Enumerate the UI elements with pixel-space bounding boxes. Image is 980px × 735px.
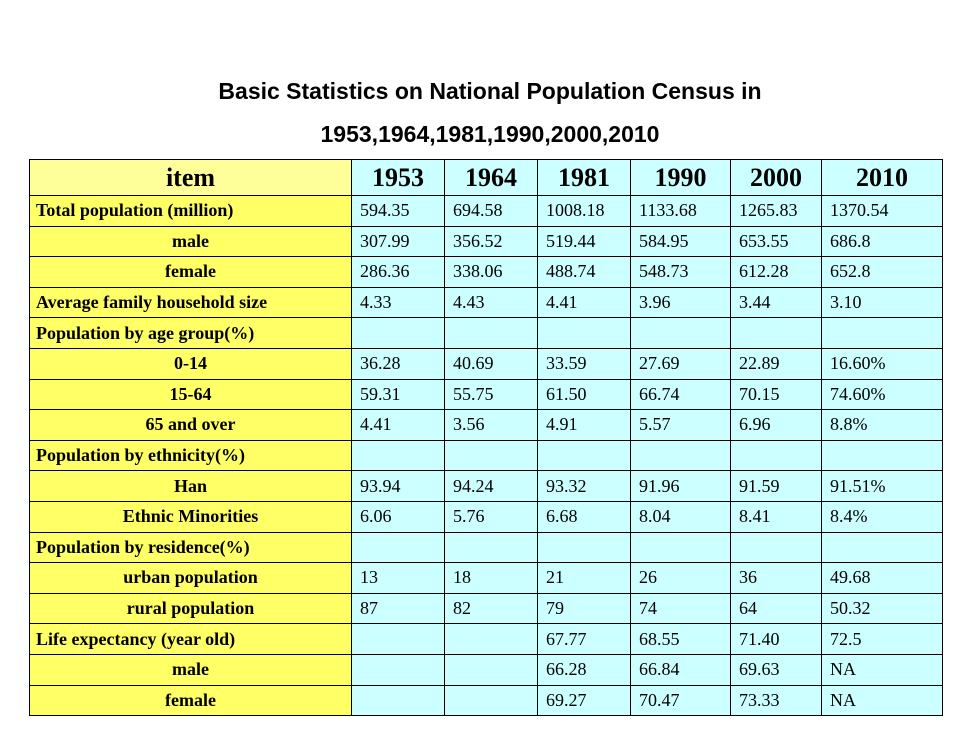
value-cell bbox=[445, 532, 538, 563]
value-cell bbox=[352, 654, 445, 685]
row-label: urban population bbox=[30, 563, 352, 594]
value-cell: 286.36 bbox=[352, 257, 445, 288]
value-cell: 91.59 bbox=[731, 471, 822, 502]
value-cell: 91.51% bbox=[822, 471, 943, 502]
value-cell: 5.57 bbox=[631, 410, 731, 441]
value-cell bbox=[538, 532, 631, 563]
row-label: rural population bbox=[30, 593, 352, 624]
value-cell bbox=[731, 440, 822, 471]
value-cell: 8.4% bbox=[822, 501, 943, 532]
table-row bbox=[30, 532, 943, 563]
table-row bbox=[30, 196, 943, 227]
header-cell: 2000 bbox=[731, 160, 822, 196]
value-cell: 13 bbox=[352, 563, 445, 594]
row-label: Total population (million) bbox=[30, 196, 352, 227]
value-cell: 1008.18 bbox=[538, 196, 631, 227]
table-row bbox=[30, 226, 943, 257]
value-cell: 66.28 bbox=[538, 654, 631, 685]
row-label: Population by residence(%) bbox=[30, 532, 352, 563]
table-row bbox=[30, 471, 943, 502]
value-cell: 16.60% bbox=[822, 348, 943, 379]
value-cell: NA bbox=[822, 654, 943, 685]
value-cell: 519.44 bbox=[538, 226, 631, 257]
value-cell: 49.68 bbox=[822, 563, 943, 594]
value-cell: 6.96 bbox=[731, 410, 822, 441]
value-cell bbox=[631, 440, 731, 471]
value-cell: 694.58 bbox=[445, 196, 538, 227]
table-row bbox=[30, 287, 943, 318]
row-label: Life expectancy (year old) bbox=[30, 624, 352, 655]
value-cell: 64 bbox=[731, 593, 822, 624]
value-cell: 67.77 bbox=[538, 624, 631, 655]
value-cell: 27.69 bbox=[631, 348, 731, 379]
value-cell: 8.8% bbox=[822, 410, 943, 441]
value-cell: 70.15 bbox=[731, 379, 822, 410]
value-cell bbox=[631, 532, 731, 563]
row-label: 65 and over bbox=[30, 410, 352, 441]
value-cell: 93.94 bbox=[352, 471, 445, 502]
table-row bbox=[30, 410, 943, 441]
value-cell bbox=[352, 532, 445, 563]
header-cell: 1981 bbox=[538, 160, 631, 196]
table-row bbox=[30, 654, 943, 685]
row-label: Ethnic Minorities bbox=[30, 501, 352, 532]
value-cell bbox=[731, 318, 822, 349]
value-cell bbox=[445, 440, 538, 471]
value-cell bbox=[822, 318, 943, 349]
header-cell: item bbox=[30, 160, 352, 196]
value-cell: 68.55 bbox=[631, 624, 731, 655]
value-cell: 61.50 bbox=[538, 379, 631, 410]
value-cell: 686.8 bbox=[822, 226, 943, 257]
table-row bbox=[30, 563, 943, 594]
value-cell: 40.69 bbox=[445, 348, 538, 379]
value-cell: 69.63 bbox=[731, 654, 822, 685]
value-cell: 50.32 bbox=[822, 593, 943, 624]
table-row bbox=[30, 501, 943, 532]
value-cell: 356.52 bbox=[445, 226, 538, 257]
value-cell: 652.8 bbox=[822, 257, 943, 288]
table-body bbox=[30, 196, 943, 716]
value-cell: 59.31 bbox=[352, 379, 445, 410]
value-cell: 612.28 bbox=[731, 257, 822, 288]
value-cell: 87 bbox=[352, 593, 445, 624]
row-label: female bbox=[30, 257, 352, 288]
page-title-line1: Basic Statistics on National Population Census in bbox=[218, 78, 762, 104]
value-cell: 1265.83 bbox=[731, 196, 822, 227]
row-label: Han bbox=[30, 471, 352, 502]
value-cell: 3.44 bbox=[731, 287, 822, 318]
value-cell: 66.74 bbox=[631, 379, 731, 410]
value-cell: 8.04 bbox=[631, 501, 731, 532]
value-cell bbox=[445, 654, 538, 685]
value-cell: 36 bbox=[731, 563, 822, 594]
value-cell bbox=[445, 685, 538, 716]
value-cell bbox=[352, 440, 445, 471]
value-cell: NA bbox=[822, 685, 943, 716]
value-cell: 6.68 bbox=[538, 501, 631, 532]
value-cell: 4.41 bbox=[538, 287, 631, 318]
value-cell bbox=[822, 440, 943, 471]
row-label: female bbox=[30, 685, 352, 716]
value-cell: 94.24 bbox=[445, 471, 538, 502]
value-cell: 74 bbox=[631, 593, 731, 624]
value-cell: 69.27 bbox=[538, 685, 631, 716]
value-cell bbox=[822, 532, 943, 563]
value-cell: 4.33 bbox=[352, 287, 445, 318]
value-cell bbox=[445, 318, 538, 349]
value-cell bbox=[538, 318, 631, 349]
value-cell: 1133.68 bbox=[631, 196, 731, 227]
header-cell: 1990 bbox=[631, 160, 731, 196]
table-row bbox=[30, 624, 943, 655]
row-label: male bbox=[30, 226, 352, 257]
value-cell: 4.91 bbox=[538, 410, 631, 441]
value-cell: 74.60% bbox=[822, 379, 943, 410]
value-cell bbox=[731, 532, 822, 563]
value-cell: 26 bbox=[631, 563, 731, 594]
value-cell: 3.56 bbox=[445, 410, 538, 441]
value-cell: 307.99 bbox=[352, 226, 445, 257]
value-cell bbox=[445, 624, 538, 655]
table-row bbox=[30, 318, 943, 349]
header-cell: 2010 bbox=[822, 160, 943, 196]
row-label: Average family household size bbox=[30, 287, 352, 318]
value-cell: 3.10 bbox=[822, 287, 943, 318]
page-title-line2: 1953,1964,1981,1990,2000,2010 bbox=[320, 121, 660, 147]
header-row bbox=[30, 160, 943, 196]
value-cell: 33.59 bbox=[538, 348, 631, 379]
value-cell: 66.84 bbox=[631, 654, 731, 685]
value-cell: 93.32 bbox=[538, 471, 631, 502]
census-table bbox=[29, 159, 943, 716]
value-cell: 594.35 bbox=[352, 196, 445, 227]
value-cell: 653.55 bbox=[731, 226, 822, 257]
table-row bbox=[30, 440, 943, 471]
header-cell: 1953 bbox=[352, 160, 445, 196]
table-row bbox=[30, 348, 943, 379]
value-cell: 18 bbox=[445, 563, 538, 594]
value-cell: 4.41 bbox=[352, 410, 445, 441]
value-cell: 5.76 bbox=[445, 501, 538, 532]
value-cell: 91.96 bbox=[631, 471, 731, 502]
value-cell bbox=[352, 624, 445, 655]
value-cell: 4.43 bbox=[445, 287, 538, 318]
value-cell: 488.74 bbox=[538, 257, 631, 288]
value-cell: 1370.54 bbox=[822, 196, 943, 227]
value-cell: 338.06 bbox=[445, 257, 538, 288]
table-row bbox=[30, 257, 943, 288]
value-cell: 82 bbox=[445, 593, 538, 624]
value-cell bbox=[352, 685, 445, 716]
value-cell bbox=[631, 318, 731, 349]
value-cell: 3.96 bbox=[631, 287, 731, 318]
value-cell: 71.40 bbox=[731, 624, 822, 655]
header-cell: 1964 bbox=[445, 160, 538, 196]
value-cell: 55.75 bbox=[445, 379, 538, 410]
value-cell: 21 bbox=[538, 563, 631, 594]
row-label: male bbox=[30, 654, 352, 685]
row-label: 0-14 bbox=[30, 348, 352, 379]
value-cell: 22.89 bbox=[731, 348, 822, 379]
value-cell: 70.47 bbox=[631, 685, 731, 716]
value-cell: 79 bbox=[538, 593, 631, 624]
table-row bbox=[30, 379, 943, 410]
value-cell: 548.73 bbox=[631, 257, 731, 288]
row-label: Population by age group(%) bbox=[30, 318, 352, 349]
value-cell bbox=[352, 318, 445, 349]
value-cell: 6.06 bbox=[352, 501, 445, 532]
value-cell: 36.28 bbox=[352, 348, 445, 379]
value-cell: 8.41 bbox=[731, 501, 822, 532]
value-cell: 584.95 bbox=[631, 226, 731, 257]
row-label: Population by ethnicity(%) bbox=[30, 440, 352, 471]
value-cell: 73.33 bbox=[731, 685, 822, 716]
row-label: 15-64 bbox=[30, 379, 352, 410]
table-row bbox=[30, 685, 943, 716]
value-cell: 72.5 bbox=[822, 624, 943, 655]
value-cell bbox=[538, 440, 631, 471]
table-row bbox=[30, 593, 943, 624]
